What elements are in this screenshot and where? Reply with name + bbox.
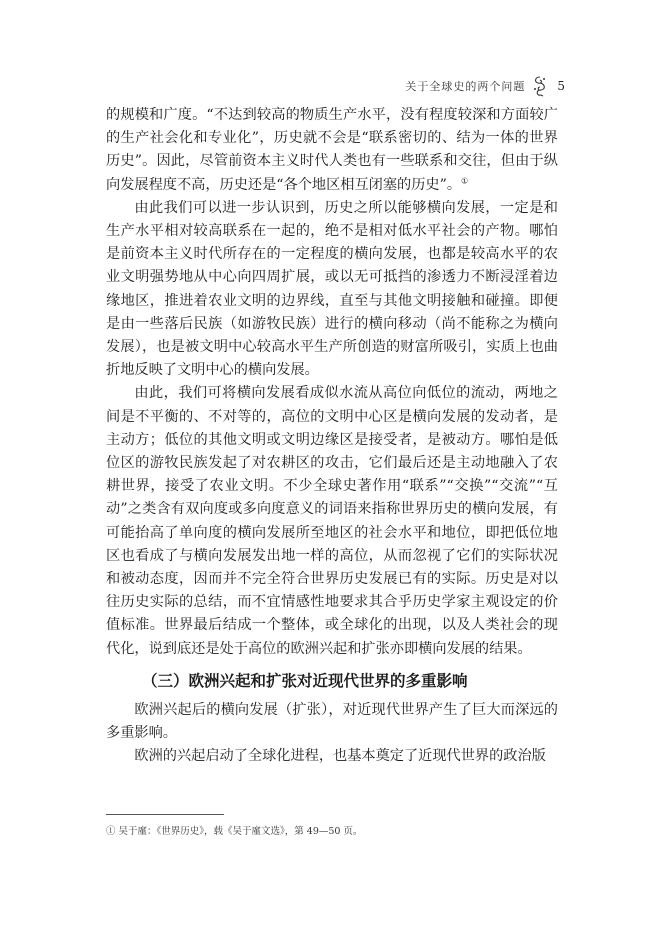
- footnote: ① 吴于廑：《世界历史》，载《吴于廑文选》，第 49—50 页。: [106, 826, 363, 837]
- footnote-divider: [106, 814, 224, 815]
- paragraph-4: 欧洲兴起后的横向发展（扩张），对近现代世界产生了巨大而深远的多重影响。: [106, 701, 558, 742]
- paragraph-1: [106, 104, 558, 197]
- scroll-ornament-icon: [531, 75, 549, 97]
- page-header: [405, 75, 565, 97]
- paragraph-1-text: 的规模和广度。“不达到较高的物质生产水平，没有程度较深和方面较广的生产社会化和专业化”，历史就不会是“联系密切的、结为一体的世界历史”。因此，尽管前资本主义时代人类也有一些联系和交往，但由于纵向发展程度不高，历史还是“各个地区相互闭塞的历史”。: [106, 107, 558, 193]
- section-heading: （三）欧洲兴起和扩张对近现代世界的多重影响: [142, 671, 468, 690]
- running-title: 关于全球史的两个问题: [405, 80, 526, 93]
- paragraph-2: 由此我们可以进一步认识到，历史之所以能够横向发展，一定是和生产水平相对较高联系在一起的，绝不是相对低水平社会的产物。哪怕是前资本主义时代所存在的一定程度的横向发展，也都是较高水平的农业文明强势地从中心向四周扩展，或以无可抵挡的渗透力不断浸淫着边缘地区，推进着农业文明的边界线，直至与其他文明接触和碰撞。即便是由一些落后民族（如游牧民族）进行的横向移动（尚不能称之为横向发展），也是被文明中心较高水平生产所创造的财富所吸引，实质上也曲折地反映了文明中心的横向发展。: [106, 199, 558, 379]
- footnote-reference: ①: [461, 175, 469, 185]
- paragraph-5: 欧洲的兴起启动了全球化进程，也基本奠定了近现代世界的政治版: [134, 748, 546, 765]
- paragraph-3: 由此，我们可将横向发展看成似水流从高位向低位的流动，两地之间是不平衡的、不对等的，高位的文明中心区是横向发展的发动者，是主动方；低位的其他文明或文明边缘区是接受者，是被动方。哪怕是低位区的游牧民族发起了对农耕区的攻击，它们最后还是主动地融入了农耕世界，接受了农业文明。不少全球史著作用“联系”“交换”“交流”“互动”之类含有双向度或多向度意义的词语来指称世界历史的横向发展，有可能抬高了单向度的横向发展所至地区的社会水平和地位，即把低位地区也看成了与横向发展发出地一样的高位，从而忽视了它们的实际状况和被动态度，因而并不完全符合世界历史发展已有的实际。历史是对以往历史实际的总结，而不宜情感性地要求其合乎历史学家主观设定的价值标准。世界最后结成一个整体，或全球化的出现，以及人类社会的现代化，说到底还是处于高位的欧洲兴起和扩张亦即横向发展的结果。: [106, 385, 558, 657]
- page-number: 5: [557, 79, 565, 93]
- page-body: [106, 104, 558, 768]
